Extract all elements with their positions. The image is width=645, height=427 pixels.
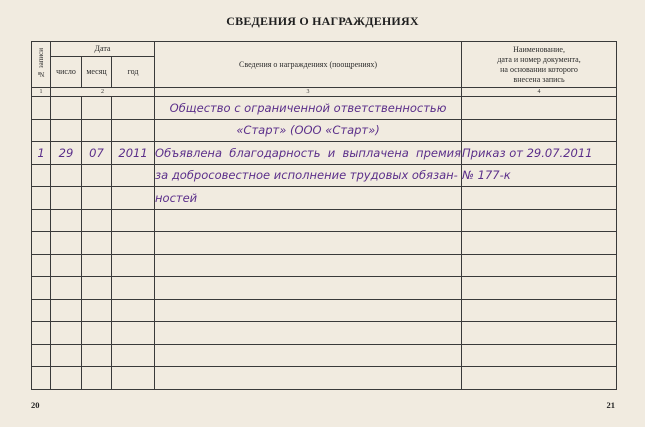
column-number-3: 3 (155, 88, 462, 97)
cell-no: 1 (32, 142, 51, 165)
table-row (32, 209, 617, 232)
cell-month (82, 344, 112, 367)
cell-day (51, 209, 82, 232)
table-row (32, 277, 617, 300)
cell-doc: Приказ от 29.07.2011 (462, 142, 617, 165)
cell-no (32, 299, 51, 322)
column-number-1: 1 (32, 88, 51, 97)
cell-doc: № 177-к (462, 164, 617, 187)
table-row (32, 97, 617, 120)
cell-info: Объявлена благодарность и выплачена премия (155, 142, 462, 165)
cell-month (82, 97, 112, 120)
cell-day: 29 (51, 142, 82, 165)
cell-info (155, 254, 462, 277)
cell-month (82, 322, 112, 345)
cell-info (155, 367, 462, 390)
cell-year (112, 254, 155, 277)
cell-year (112, 209, 155, 232)
table-row (32, 322, 617, 345)
header-day: число (51, 57, 82, 88)
cell-day (51, 344, 82, 367)
cell-year (112, 97, 155, 120)
cell-no (32, 367, 51, 390)
cell-month (82, 164, 112, 187)
cell-year (112, 299, 155, 322)
cell-day (51, 322, 82, 345)
cell-info (155, 344, 462, 367)
page-number-right: 21 (606, 400, 615, 410)
cell-no (32, 344, 51, 367)
cell-doc (462, 119, 617, 142)
cell-day (51, 277, 82, 300)
cell-month (82, 187, 112, 210)
table-row (32, 187, 617, 210)
cell-info: за добросовестное исполнение трудовых обязан- (155, 164, 462, 187)
header-date: Дата (51, 42, 155, 57)
cell-no (32, 322, 51, 345)
cell-month (82, 232, 112, 255)
header-month: месяц (82, 57, 112, 88)
header-doc-line-4: внесена запись (513, 74, 565, 84)
cell-info (155, 209, 462, 232)
header-doc (462, 42, 617, 88)
cell-doc (462, 344, 617, 367)
cell-doc (462, 367, 617, 390)
cell-month: 07 (82, 142, 112, 165)
cell-info (155, 299, 462, 322)
cell-info (155, 277, 462, 300)
cell-doc (462, 299, 617, 322)
cell-no (32, 232, 51, 255)
cell-day (51, 119, 82, 142)
page-number-left: 20 (31, 400, 40, 410)
cell-month (82, 277, 112, 300)
cell-info: «Старт» (ООО «Старт») (155, 119, 462, 142)
header-doc-line-2: дата и номер документа, (497, 54, 581, 64)
cell-doc (462, 254, 617, 277)
cell-month (82, 254, 112, 277)
cell-no (32, 277, 51, 300)
header-info: Сведения о награждениях (поощрениях) (155, 42, 462, 88)
table-row (32, 119, 617, 142)
cell-doc (462, 97, 617, 120)
table-row (32, 254, 617, 277)
cell-day (51, 299, 82, 322)
cell-no (32, 164, 51, 187)
table-row (32, 232, 617, 255)
cell-info (155, 232, 462, 255)
table-row (32, 164, 617, 187)
cell-doc (462, 187, 617, 210)
table-row (32, 299, 617, 322)
cell-doc (462, 277, 617, 300)
cell-month (82, 299, 112, 322)
cell-day (51, 164, 82, 187)
cell-month (82, 209, 112, 232)
header-doc-line-3: на основании которого (500, 64, 578, 74)
cell-day (51, 367, 82, 390)
cell-year (112, 232, 155, 255)
cell-year (112, 187, 155, 210)
cell-year (112, 344, 155, 367)
page-title: СВЕДЕНИЯ О НАГРАЖДЕНИЯХ (226, 14, 419, 28)
cell-no (32, 254, 51, 277)
header-record-no: № записи (32, 42, 51, 88)
table-row (32, 142, 617, 165)
table-row (32, 367, 617, 390)
cell-no (32, 97, 51, 120)
header-doc-line-1: Наименование, (513, 44, 565, 54)
cell-year (112, 367, 155, 390)
cell-year (112, 277, 155, 300)
cell-year: 2011 (112, 142, 155, 165)
table-row (32, 344, 617, 367)
cell-day (51, 97, 82, 120)
cell-year (112, 119, 155, 142)
cell-info: Общество с ограниченной ответственностью (155, 97, 462, 120)
cell-month (82, 119, 112, 142)
cell-info: ностей (155, 187, 462, 210)
cell-info (155, 322, 462, 345)
cell-no (32, 119, 51, 142)
awards-table (31, 41, 617, 390)
header-row-1 (32, 42, 617, 57)
header-year: год (112, 57, 155, 88)
cell-doc (462, 322, 617, 345)
cell-no (32, 187, 51, 210)
column-number-2: 2 (51, 88, 155, 97)
cell-doc (462, 232, 617, 255)
column-number-4: 4 (462, 88, 617, 97)
cell-day (51, 187, 82, 210)
cell-year (112, 164, 155, 187)
cell-year (112, 322, 155, 345)
cell-month (82, 367, 112, 390)
cell-doc (462, 209, 617, 232)
column-number-row (32, 88, 617, 97)
cell-no (32, 209, 51, 232)
cell-day (51, 254, 82, 277)
cell-day (51, 232, 82, 255)
